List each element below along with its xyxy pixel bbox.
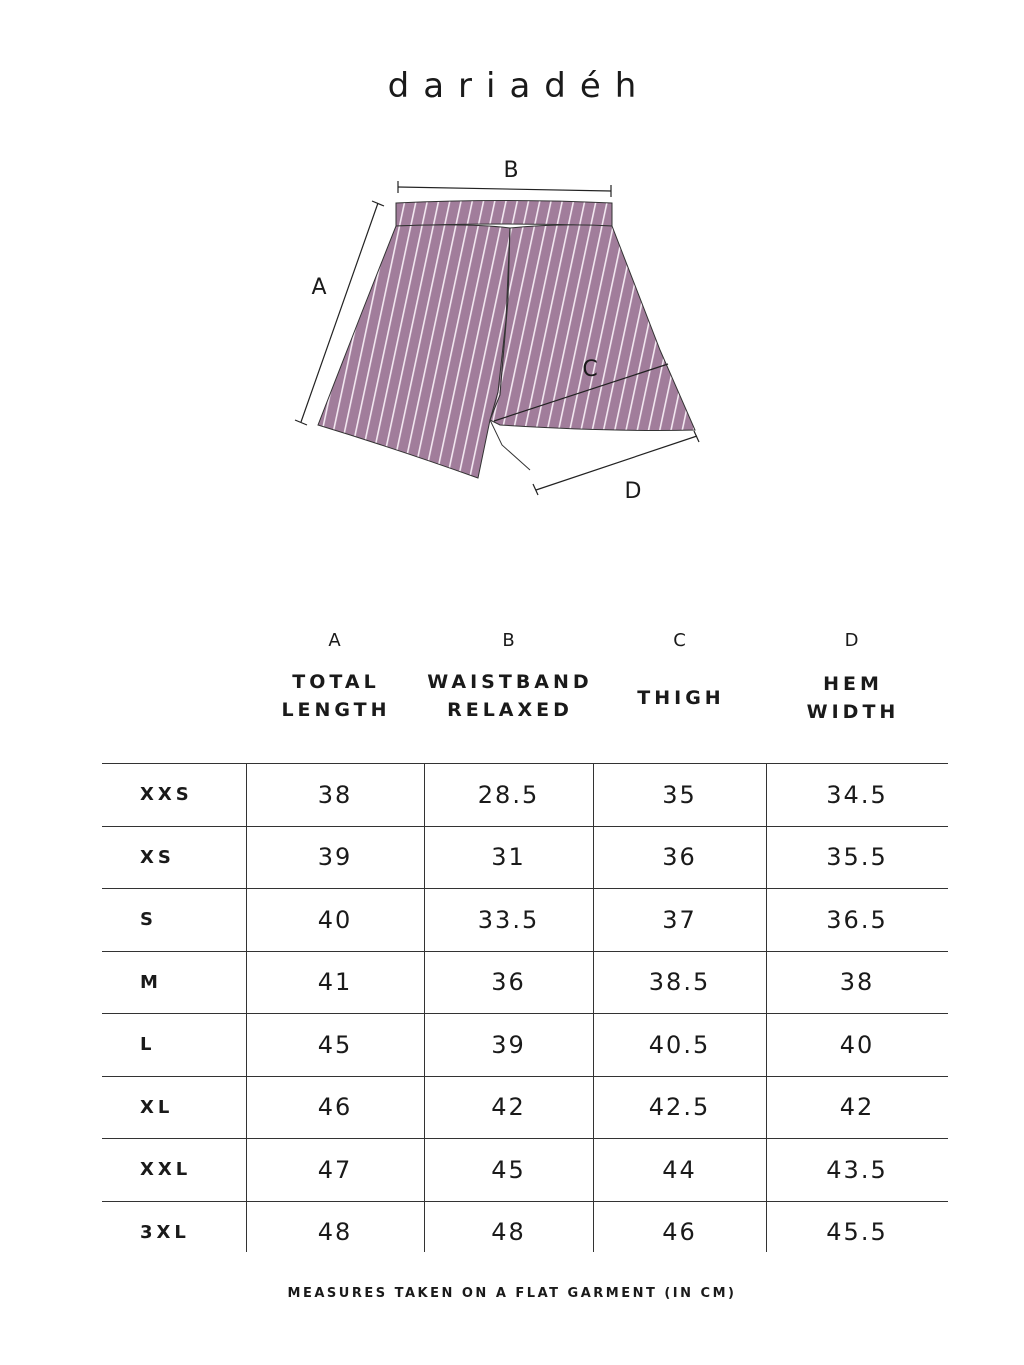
table-divider: [424, 763, 425, 1252]
dim-label-d: D: [624, 479, 642, 504]
size-cell: XS: [140, 846, 175, 868]
value-cell: 28.5: [477, 780, 540, 809]
value-cell: 47: [317, 1155, 353, 1184]
col-c-letter: C: [673, 630, 689, 651]
value-cell: 41: [317, 968, 353, 997]
size-cell: XL: [140, 1096, 174, 1118]
value-cell: 45: [317, 1030, 353, 1059]
size-cell: S: [140, 909, 157, 931]
footer-note: MEASURES TAKEN ON A FLAT GARMENT (IN CM): [287, 1286, 737, 1301]
col-a-letter: A: [328, 630, 344, 651]
value-cell: 40: [839, 1030, 875, 1059]
value-cell: 36: [662, 843, 697, 872]
table-row: [102, 763, 948, 826]
size-cell: XXL: [140, 1159, 192, 1181]
value-cell: 34.5: [826, 780, 888, 809]
dim-label-c: C: [582, 357, 598, 382]
value-cell: 42: [839, 1093, 875, 1122]
col-c-title: THIGH: [637, 687, 725, 709]
dim-line-d: [536, 436, 697, 490]
col-a-title: TOTAL LENGTH: [281, 671, 391, 721]
dim-label-a: A: [311, 275, 327, 300]
value-cell: 39: [317, 843, 353, 872]
col-b-letter: B: [502, 630, 518, 651]
value-cell: 46: [317, 1093, 353, 1122]
size-cell: XXS: [140, 784, 193, 806]
size-table: [102, 763, 948, 1263]
left-leg-shape: [318, 225, 510, 478]
col-b-title: WAISTBAND RELAXED: [427, 671, 593, 721]
value-cell: 46: [662, 1218, 697, 1247]
value-cell: 48: [491, 1218, 526, 1247]
table-divider: [593, 763, 594, 1252]
value-cell: 31: [491, 843, 526, 872]
value-cell: 38.5: [648, 968, 711, 997]
value-cell: 37: [662, 905, 697, 934]
table-row: [102, 951, 948, 1014]
value-cell: 39: [491, 1030, 526, 1059]
table-divider: [766, 763, 767, 1252]
value-cell: 42: [491, 1093, 526, 1122]
size-cell: 3XL: [140, 1221, 190, 1243]
table-row: [102, 1138, 948, 1201]
right-leg-shape: [490, 225, 695, 431]
value-cell: 36.5: [826, 905, 888, 934]
shorts-diagram: [0, 0, 1024, 560]
table-row: [102, 1076, 948, 1139]
value-cell: 48: [317, 1218, 353, 1247]
value-cell: 36: [491, 968, 526, 997]
brand-logo: dariadéh: [387, 66, 651, 106]
table-row: [102, 888, 948, 951]
value-cell: 33.5: [477, 905, 540, 934]
value-cell: 45.5: [826, 1218, 888, 1247]
table-row: [102, 1013, 948, 1076]
table-divider: [246, 763, 247, 1252]
value-cell: 35: [662, 780, 697, 809]
value-cell: 42.5: [648, 1093, 711, 1122]
value-cell: 38: [839, 968, 875, 997]
size-cell: M: [140, 971, 162, 993]
value-cell: 38: [317, 780, 353, 809]
col-d-title: HEM WIDTH: [806, 673, 900, 723]
waistband-shape: [396, 201, 612, 227]
value-cell: 40: [317, 905, 353, 934]
table-row: [102, 826, 948, 889]
value-cell: 40.5: [648, 1030, 711, 1059]
value-cell: 45: [491, 1155, 526, 1184]
dim-label-b: B: [503, 158, 519, 183]
value-cell: 44: [662, 1155, 697, 1184]
col-d-letter: D: [844, 630, 862, 651]
size-cell: L: [140, 1034, 156, 1056]
value-cell: 43.5: [826, 1155, 888, 1184]
table-row: [102, 1201, 948, 1264]
value-cell: 35.5: [826, 843, 888, 872]
dim-line-b: [398, 187, 611, 191]
